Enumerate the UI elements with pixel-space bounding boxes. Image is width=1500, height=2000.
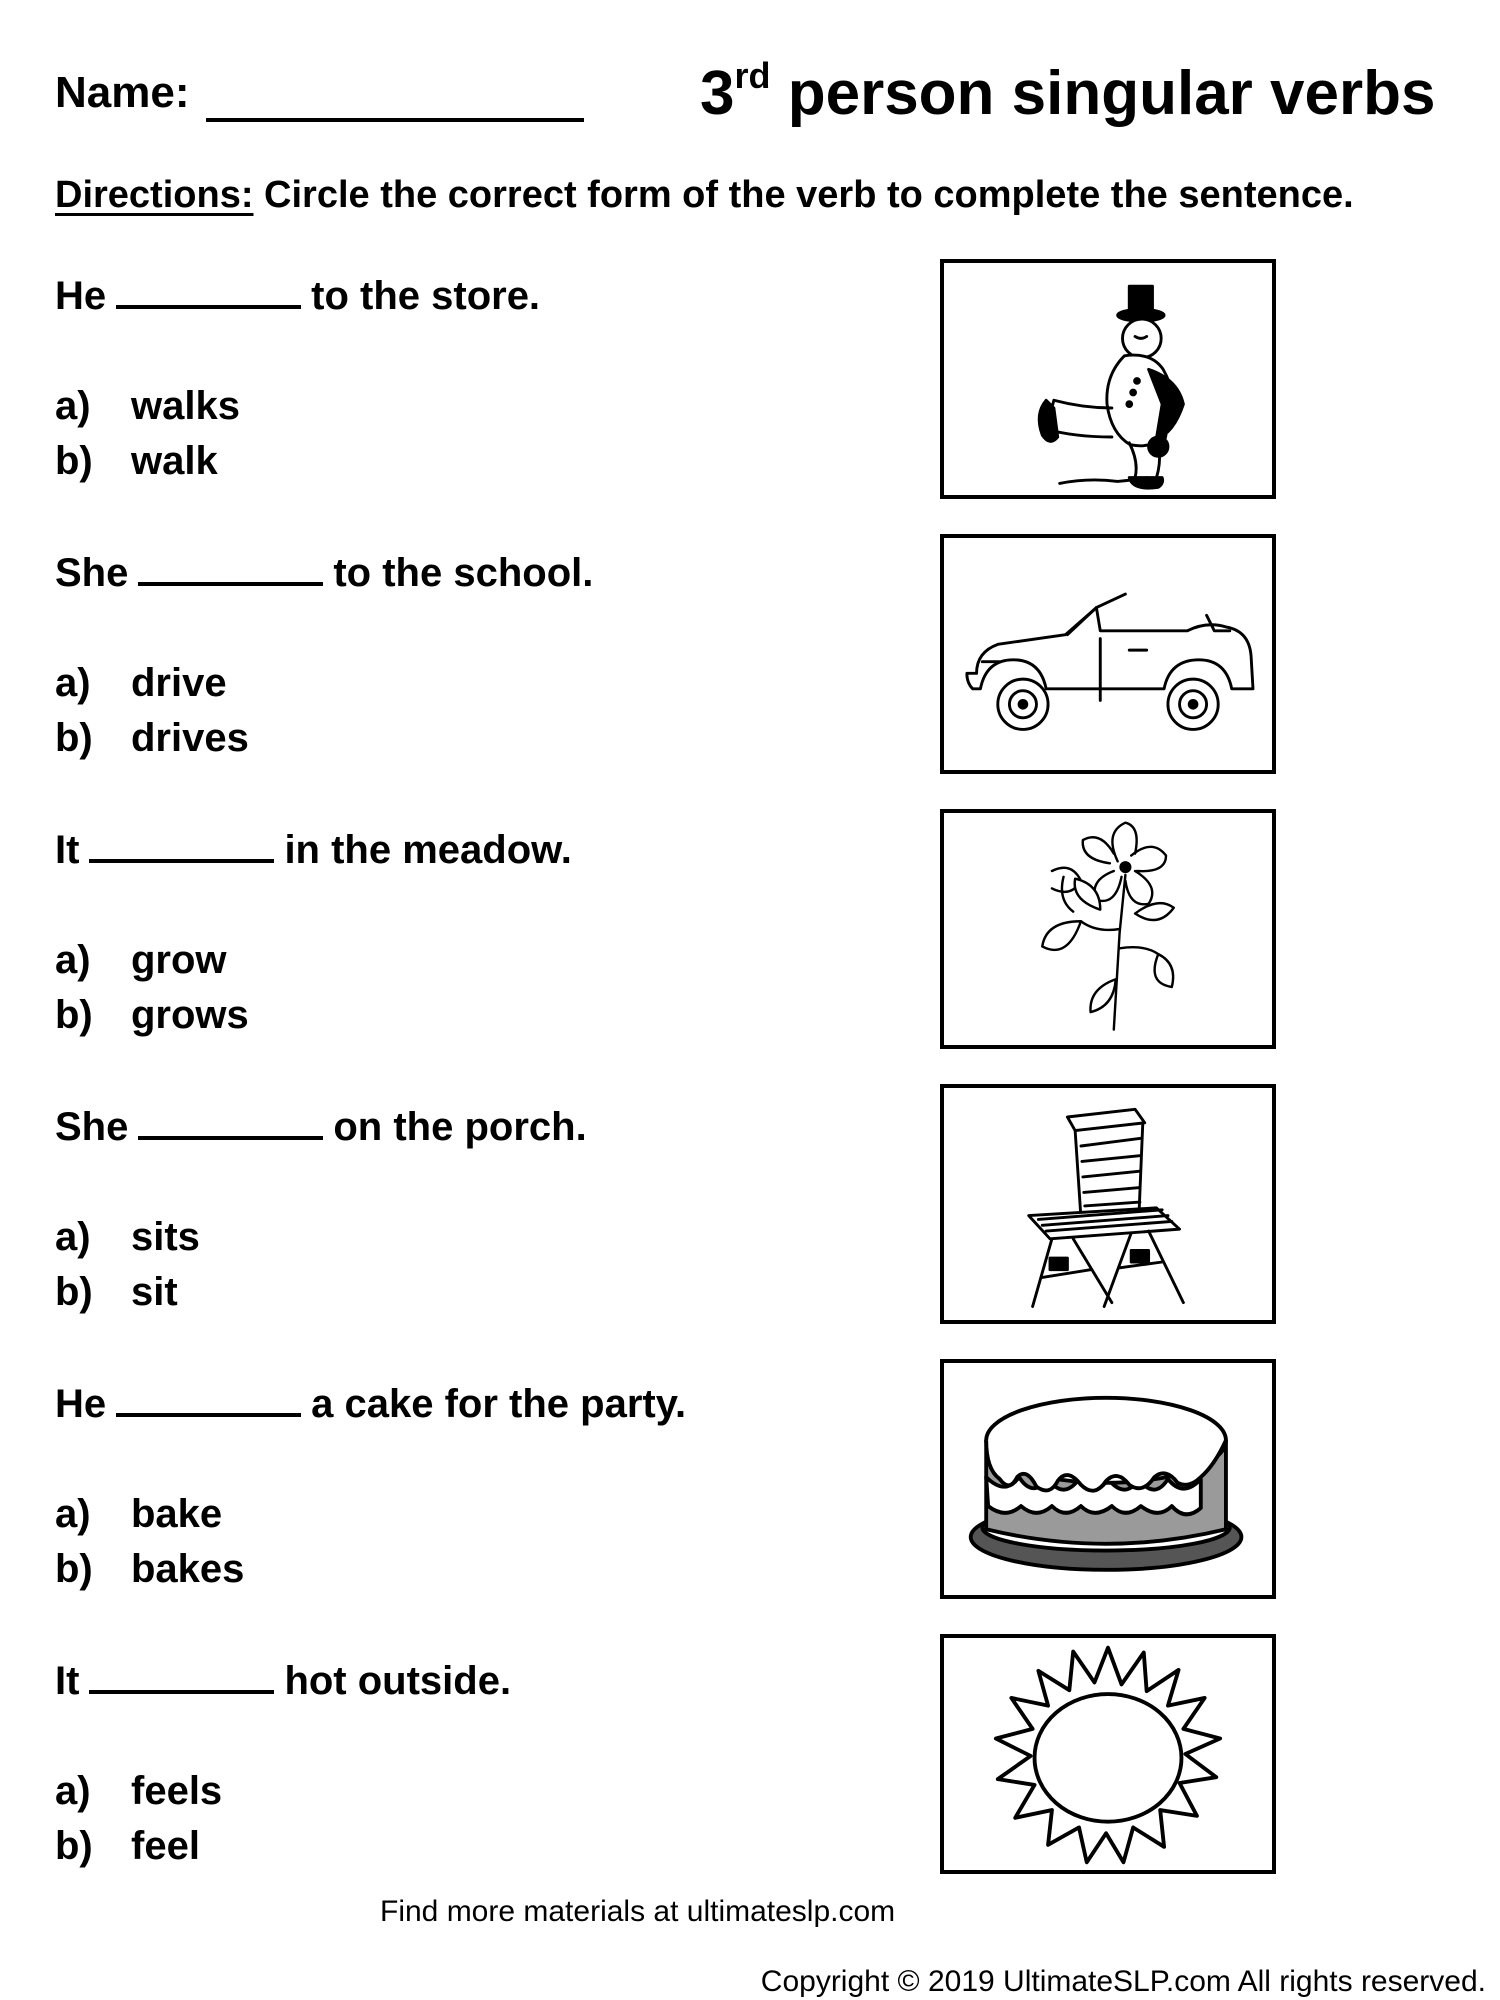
option-b[interactable] <box>55 716 249 761</box>
question-subject: She <box>55 1105 129 1149</box>
option-a[interactable] <box>55 384 240 429</box>
option-letter: a) <box>55 384 91 428</box>
option-a[interactable] <box>55 938 227 983</box>
name-label: Name: <box>55 68 190 117</box>
question-subject: She <box>55 551 129 595</box>
option-word: walk <box>131 439 218 483</box>
cake-icon <box>944 1363 1272 1595</box>
question-rest: on the porch. <box>333 1105 587 1149</box>
question-6 <box>55 1659 915 1935</box>
option-word: feels <box>131 1769 223 1813</box>
answer-blank[interactable] <box>116 1383 301 1417</box>
picture-sun <box>940 1634 1276 1874</box>
question-stem <box>55 1382 686 1427</box>
option-b[interactable] <box>55 1270 178 1315</box>
question-1 <box>55 274 915 550</box>
question-stem <box>55 274 540 319</box>
name-blank-line[interactable] <box>206 118 584 122</box>
option-word: drive <box>131 661 227 705</box>
option-letter: b) <box>55 1547 93 1591</box>
question-rest: in the meadow. <box>284 828 572 872</box>
question-stem <box>55 828 572 873</box>
option-a[interactable] <box>55 661 227 706</box>
question-stem <box>55 1105 587 1150</box>
option-letter: a) <box>55 1769 91 1813</box>
flower-icon <box>944 813 1272 1045</box>
option-letter: b) <box>55 716 93 760</box>
car-icon <box>944 538 1272 770</box>
question-subject: It <box>55 828 80 872</box>
sun-icon <box>944 1638 1272 1870</box>
option-b[interactable] <box>55 993 249 1038</box>
page-title <box>700 55 1436 129</box>
title-superscript: rd <box>734 55 771 96</box>
answer-blank[interactable] <box>89 1660 274 1694</box>
option-a[interactable] <box>55 1215 200 1260</box>
footer-find-more: Find more materials at ultimateslp.com <box>380 1895 896 1928</box>
question-subject: It <box>55 1659 80 1703</box>
directions-text: Circle the correct form of the verb to complete the sentence. <box>253 174 1354 216</box>
question-rest: a cake for the party. <box>311 1382 687 1426</box>
option-letter: a) <box>55 1492 91 1536</box>
question-stem <box>55 551 593 596</box>
option-word: grows <box>131 993 249 1037</box>
option-a[interactable] <box>55 1492 222 1537</box>
picture-flower <box>940 809 1276 1049</box>
question-rest: to the store. <box>311 274 541 318</box>
chair-icon <box>944 1088 1272 1320</box>
option-word: feel <box>131 1824 200 1868</box>
option-word: drives <box>131 716 249 760</box>
option-word: walks <box>131 384 240 428</box>
directions <box>55 174 1354 217</box>
option-word: grow <box>131 938 227 982</box>
option-word: sits <box>131 1215 200 1259</box>
copyright-notice: Copyright © 2019 UltimateSLP.com All rights reserved. <box>760 1965 1486 1998</box>
option-letter: b) <box>55 439 93 483</box>
question-2 <box>55 551 915 827</box>
option-letter: b) <box>55 1824 93 1868</box>
option-word: bake <box>131 1492 223 1536</box>
question-stem <box>55 1659 511 1704</box>
option-letter: a) <box>55 938 91 982</box>
question-subject: He <box>55 274 107 318</box>
directions-label: Directions: <box>55 174 254 216</box>
option-b[interactable] <box>55 1547 244 1592</box>
question-5 <box>55 1382 915 1658</box>
answer-blank[interactable] <box>89 829 274 863</box>
option-b[interactable] <box>55 1824 200 1869</box>
question-rest: to the school. <box>333 551 594 595</box>
option-letter: a) <box>55 661 91 705</box>
option-word: bakes <box>131 1547 245 1591</box>
option-letter: a) <box>55 1215 91 1259</box>
title-number: 3 <box>700 59 735 128</box>
option-letter: b) <box>55 1270 93 1314</box>
answer-blank[interactable] <box>138 1106 323 1140</box>
title-text: person singular verbs <box>770 59 1436 128</box>
question-3 <box>55 828 915 1104</box>
option-a[interactable] <box>55 1769 222 1814</box>
picture-walking-man <box>940 259 1276 499</box>
question-4 <box>55 1105 915 1381</box>
question-rest: hot outside. <box>284 1659 512 1703</box>
option-b[interactable] <box>55 439 218 484</box>
answer-blank[interactable] <box>116 275 301 309</box>
option-word: sit <box>131 1270 178 1314</box>
picture-cake <box>940 1359 1276 1599</box>
question-subject: He <box>55 1382 107 1426</box>
answer-blank[interactable] <box>138 552 323 586</box>
picture-car <box>940 534 1276 774</box>
option-letter: b) <box>55 993 93 1037</box>
walking-man-icon <box>944 263 1272 495</box>
picture-chair <box>940 1084 1276 1324</box>
